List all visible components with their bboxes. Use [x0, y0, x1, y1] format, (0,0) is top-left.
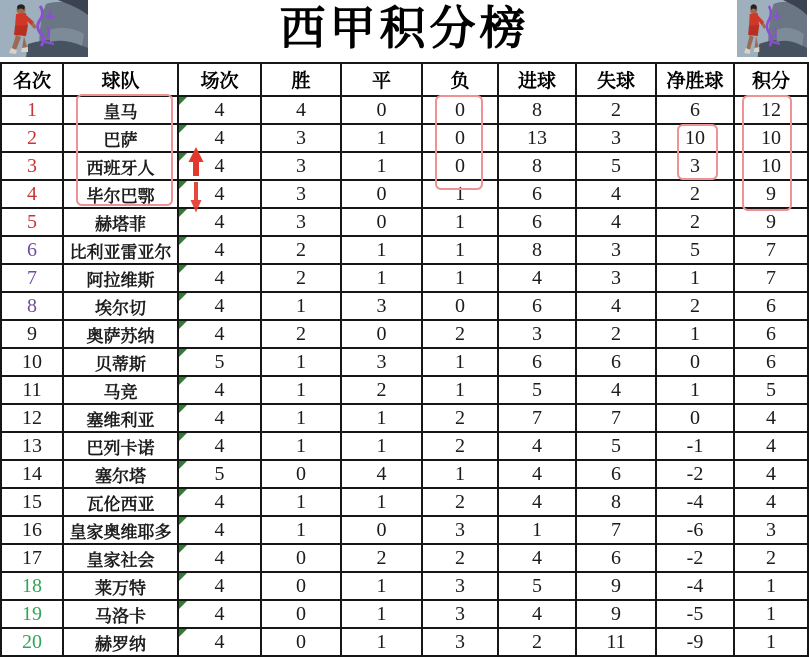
cell-ga: 5	[576, 432, 656, 460]
cell-ga: 7	[576, 516, 656, 544]
cell-loss: 3	[422, 572, 498, 600]
cell-rank: 12	[1, 404, 63, 432]
cell-win: 3	[261, 152, 341, 180]
basketball-players-artwork-right	[737, 0, 807, 57]
cell-flag-icon	[179, 209, 187, 217]
cell-win: 1	[261, 376, 341, 404]
column-header-gf: 进球	[498, 63, 576, 96]
cell-win: 1	[261, 404, 341, 432]
cell-gd: -2	[656, 544, 734, 572]
cell-flag-icon	[179, 265, 187, 273]
cell-draw: 3	[341, 348, 422, 376]
cell-loss: 1	[422, 208, 498, 236]
cell-flag-icon	[179, 461, 187, 469]
cell-ga: 7	[576, 404, 656, 432]
cell-ga: 6	[576, 544, 656, 572]
cell-ga: 6	[576, 348, 656, 376]
cell-draw: 0	[341, 320, 422, 348]
cell-flag-icon	[179, 321, 187, 329]
cell-team: 贝蒂斯	[63, 348, 178, 376]
cell-played: 4	[178, 124, 261, 152]
cell-team: 阿拉维斯	[63, 264, 178, 292]
cell-team: 马竞	[63, 376, 178, 404]
cell-win: 2	[261, 264, 341, 292]
cell-win: 2	[261, 320, 341, 348]
cell-rank: 7	[1, 264, 63, 292]
cell-team: 塞尔塔	[63, 460, 178, 488]
cell-flag-icon	[179, 153, 187, 161]
standings-table	[0, 62, 809, 657]
column-header-played: 场次	[178, 63, 261, 96]
cell-gf: 8	[498, 236, 576, 264]
table-row	[1, 376, 808, 404]
cell-pts: 6	[734, 320, 808, 348]
cell-rank: 2	[1, 124, 63, 152]
cell-played: 4	[178, 292, 261, 320]
cell-played: 4	[178, 432, 261, 460]
title-band	[0, 0, 809, 62]
cell-ga: 2	[576, 96, 656, 124]
cell-loss: 3	[422, 628, 498, 656]
cell-win: 2	[261, 236, 341, 264]
cell-draw: 1	[341, 572, 422, 600]
column-header-gd: 净胜球	[656, 63, 734, 96]
cell-gd: 1	[656, 320, 734, 348]
cell-played: 4	[178, 628, 261, 656]
cell-gd: 5	[656, 236, 734, 264]
cell-gd: -6	[656, 516, 734, 544]
table-row	[1, 600, 808, 628]
cell-draw: 2	[341, 544, 422, 572]
cell-gd: 0	[656, 404, 734, 432]
cell-gd: -4	[656, 572, 734, 600]
cell-flag-icon	[179, 545, 187, 553]
cell-rank: 5	[1, 208, 63, 236]
cell-pts: 9	[734, 208, 808, 236]
cell-win: 0	[261, 460, 341, 488]
cell-ga: 4	[576, 180, 656, 208]
cell-draw: 1	[341, 488, 422, 516]
cell-flag-icon	[179, 293, 187, 301]
cell-ga: 4	[576, 376, 656, 404]
cell-gf: 6	[498, 348, 576, 376]
cell-ga: 5	[576, 152, 656, 180]
cell-gf: 4	[498, 432, 576, 460]
cell-team: 赫塔菲	[63, 208, 178, 236]
cell-team: 比利亚雷亚尔	[63, 236, 178, 264]
cell-flag-icon	[179, 405, 187, 413]
cell-pts: 9	[734, 180, 808, 208]
cell-loss: 1	[422, 264, 498, 292]
cell-team: 赫罗纳	[63, 628, 178, 656]
cell-team: 奥萨苏纳	[63, 320, 178, 348]
cell-played: 4	[178, 488, 261, 516]
table-row	[1, 460, 808, 488]
table-row	[1, 404, 808, 432]
cell-win: 3	[261, 208, 341, 236]
cell-pts: 10	[734, 152, 808, 180]
cell-played: 4	[178, 264, 261, 292]
cell-gd: 3	[656, 152, 734, 180]
cell-team: 马洛卡	[63, 600, 178, 628]
cell-gf: 8	[498, 96, 576, 124]
cell-win: 1	[261, 348, 341, 376]
cell-gd: 10	[656, 124, 734, 152]
cell-loss: 0	[422, 152, 498, 180]
cell-pts: 1	[734, 572, 808, 600]
cell-gd: -2	[656, 460, 734, 488]
cell-gd: 2	[656, 292, 734, 320]
cell-loss: 1	[422, 460, 498, 488]
cell-flag-icon	[179, 601, 187, 609]
cell-pts: 4	[734, 404, 808, 432]
cell-rank: 9	[1, 320, 63, 348]
cell-win: 0	[261, 600, 341, 628]
cell-loss: 2	[422, 488, 498, 516]
cell-flag-icon	[179, 433, 187, 441]
cell-played: 4	[178, 152, 261, 180]
cell-flag-icon	[179, 489, 187, 497]
cell-gf: 13	[498, 124, 576, 152]
cell-played: 4	[178, 404, 261, 432]
cell-gf: 8	[498, 152, 576, 180]
cell-gd: 1	[656, 376, 734, 404]
cell-rank: 4	[1, 180, 63, 208]
cell-gf: 4	[498, 544, 576, 572]
cell-rank: 10	[1, 348, 63, 376]
cell-flag-icon	[179, 573, 187, 581]
cell-team: 皇家奥维耶多	[63, 516, 178, 544]
cell-gf: 4	[498, 488, 576, 516]
cell-gf: 4	[498, 460, 576, 488]
cell-draw: 3	[341, 292, 422, 320]
cell-loss: 0	[422, 96, 498, 124]
cell-flag-icon	[179, 97, 187, 105]
cell-gd: 0	[656, 348, 734, 376]
table-row	[1, 488, 808, 516]
cell-ga: 9	[576, 572, 656, 600]
cell-gf: 6	[498, 180, 576, 208]
cell-draw: 1	[341, 600, 422, 628]
page-title: 西甲积分榜	[279, 3, 530, 54]
cell-win: 1	[261, 432, 341, 460]
table-row	[1, 432, 808, 460]
cell-draw: 0	[341, 516, 422, 544]
cell-loss: 2	[422, 320, 498, 348]
cell-draw: 0	[341, 96, 422, 124]
cell-pts: 4	[734, 460, 808, 488]
cell-played: 4	[178, 572, 261, 600]
cell-flag-icon	[179, 517, 187, 525]
cell-ga: 3	[576, 264, 656, 292]
cell-played: 5	[178, 348, 261, 376]
column-header-rank: 名次	[1, 63, 63, 96]
cell-team: 皇马	[63, 96, 178, 124]
table-row	[1, 236, 808, 264]
cell-played: 4	[178, 516, 261, 544]
cell-gf: 5	[498, 572, 576, 600]
column-header-ga: 失球	[576, 63, 656, 96]
cell-played: 4	[178, 544, 261, 572]
cell-draw: 1	[341, 236, 422, 264]
cell-played: 4	[178, 208, 261, 236]
cell-rank: 19	[1, 600, 63, 628]
cell-rank: 16	[1, 516, 63, 544]
cell-played: 4	[178, 600, 261, 628]
cell-rank: 14	[1, 460, 63, 488]
cell-loss: 0	[422, 124, 498, 152]
cell-draw: 1	[341, 124, 422, 152]
cell-win: 1	[261, 292, 341, 320]
table-row	[1, 628, 808, 656]
cell-loss: 3	[422, 600, 498, 628]
cell-win: 4	[261, 96, 341, 124]
table-row	[1, 544, 808, 572]
cell-draw: 2	[341, 376, 422, 404]
cell-pts: 7	[734, 264, 808, 292]
cell-draw: 1	[341, 628, 422, 656]
cell-played: 4	[178, 180, 261, 208]
cell-gd: -1	[656, 432, 734, 460]
cell-pts: 10	[734, 124, 808, 152]
cell-gd: -9	[656, 628, 734, 656]
cell-flag-icon	[179, 349, 187, 357]
cell-team: 埃尔切	[63, 292, 178, 320]
cell-played: 4	[178, 320, 261, 348]
cell-rank: 6	[1, 236, 63, 264]
cell-pts: 1	[734, 600, 808, 628]
table-row	[1, 152, 808, 180]
column-header-team: 球队	[63, 63, 178, 96]
cell-gd: -5	[656, 600, 734, 628]
cell-win: 3	[261, 124, 341, 152]
cell-loss: 2	[422, 404, 498, 432]
cell-ga: 4	[576, 292, 656, 320]
column-header-win: 胜	[261, 63, 341, 96]
column-header-pts: 积分	[734, 63, 808, 96]
header-row	[1, 63, 808, 96]
table-row	[1, 292, 808, 320]
cell-draw: 1	[341, 152, 422, 180]
column-header-draw: 平	[341, 63, 422, 96]
cell-ga: 11	[576, 628, 656, 656]
cell-flag-icon	[179, 181, 187, 189]
cell-loss: 1	[422, 236, 498, 264]
cell-loss: 2	[422, 432, 498, 460]
cell-loss: 0	[422, 292, 498, 320]
cell-draw: 0	[341, 208, 422, 236]
table-row	[1, 320, 808, 348]
table-row	[1, 348, 808, 376]
cell-loss: 1	[422, 376, 498, 404]
table-row	[1, 96, 808, 124]
cell-rank: 13	[1, 432, 63, 460]
table-row	[1, 180, 808, 208]
table-row	[1, 516, 808, 544]
cell-pts: 4	[734, 488, 808, 516]
cell-pts: 3	[734, 516, 808, 544]
cell-rank: 3	[1, 152, 63, 180]
column-header-loss: 负	[422, 63, 498, 96]
cell-ga: 8	[576, 488, 656, 516]
cell-ga: 3	[576, 236, 656, 264]
cell-draw: 0	[341, 180, 422, 208]
cell-gf: 7	[498, 404, 576, 432]
cell-played: 5	[178, 460, 261, 488]
cell-loss: 3	[422, 516, 498, 544]
cell-pts: 6	[734, 348, 808, 376]
cell-rank: 8	[1, 292, 63, 320]
cell-team: 皇家社会	[63, 544, 178, 572]
cell-pts: 12	[734, 96, 808, 124]
cell-draw: 4	[341, 460, 422, 488]
table-row	[1, 572, 808, 600]
cell-draw: 1	[341, 404, 422, 432]
cell-loss: 2	[422, 544, 498, 572]
cell-loss: 1	[422, 180, 498, 208]
table-row	[1, 124, 808, 152]
cell-rank: 1	[1, 96, 63, 124]
cell-rank: 20	[1, 628, 63, 656]
cell-ga: 6	[576, 460, 656, 488]
cell-win: 1	[261, 488, 341, 516]
cell-gd: 6	[656, 96, 734, 124]
cell-win: 0	[261, 628, 341, 656]
cell-gf: 3	[498, 320, 576, 348]
cell-played: 4	[178, 236, 261, 264]
cell-gf: 6	[498, 208, 576, 236]
cell-rank: 18	[1, 572, 63, 600]
cell-played: 4	[178, 96, 261, 124]
cell-pts: 5	[734, 376, 808, 404]
cell-win: 0	[261, 572, 341, 600]
cell-gf: 1	[498, 516, 576, 544]
cell-flag-icon	[179, 629, 187, 637]
cell-flag-icon	[179, 237, 187, 245]
cell-team: 西班牙人	[63, 152, 178, 180]
cell-ga: 2	[576, 320, 656, 348]
cell-team: 巴列卡诺	[63, 432, 178, 460]
cell-gf: 4	[498, 600, 576, 628]
cell-gd: -4	[656, 488, 734, 516]
cell-draw: 1	[341, 432, 422, 460]
cell-rank: 11	[1, 376, 63, 404]
cell-ga: 4	[576, 208, 656, 236]
cell-team: 瓦伦西亚	[63, 488, 178, 516]
cell-win: 1	[261, 516, 341, 544]
table-row	[1, 264, 808, 292]
cell-pts: 4	[734, 432, 808, 460]
cell-team: 塞维利亚	[63, 404, 178, 432]
cell-loss: 1	[422, 348, 498, 376]
cell-played: 4	[178, 376, 261, 404]
cell-rank: 15	[1, 488, 63, 516]
cell-gd: 1	[656, 264, 734, 292]
cell-gf: 6	[498, 292, 576, 320]
cell-team: 毕尔巴鄂	[63, 180, 178, 208]
cell-rank: 17	[1, 544, 63, 572]
cell-gf: 4	[498, 264, 576, 292]
cell-team: 巴萨	[63, 124, 178, 152]
cell-gd: 2	[656, 180, 734, 208]
cell-gf: 2	[498, 628, 576, 656]
cell-gf: 5	[498, 376, 576, 404]
cell-win: 3	[261, 180, 341, 208]
cell-pts: 1	[734, 628, 808, 656]
cell-ga: 3	[576, 124, 656, 152]
cell-flag-icon	[179, 377, 187, 385]
cell-win: 0	[261, 544, 341, 572]
cell-flag-icon	[179, 125, 187, 133]
cell-gd: 2	[656, 208, 734, 236]
cell-ga: 9	[576, 600, 656, 628]
table-row	[1, 208, 808, 236]
cell-pts: 2	[734, 544, 808, 572]
cell-team: 莱万特	[63, 572, 178, 600]
cell-pts: 7	[734, 236, 808, 264]
cell-pts: 6	[734, 292, 808, 320]
cell-draw: 1	[341, 264, 422, 292]
